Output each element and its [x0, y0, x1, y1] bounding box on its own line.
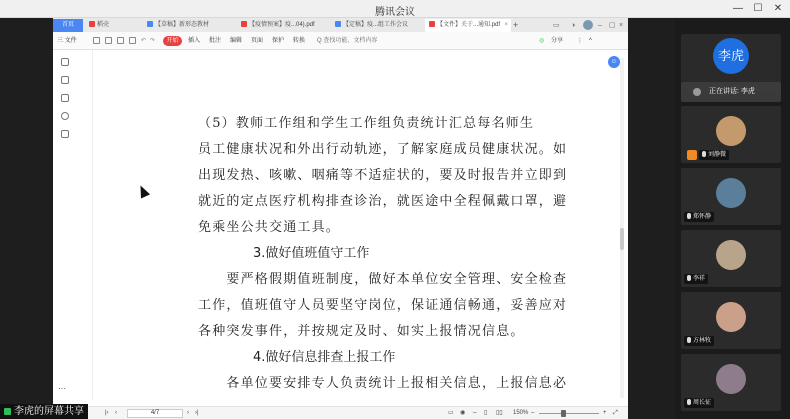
- minimize-icon[interactable]: —: [733, 3, 743, 14]
- avatar: [716, 364, 746, 394]
- zoom-out-icon[interactable]: –: [531, 410, 535, 416]
- export-icon[interactable]: [129, 37, 136, 44]
- participant-name-text: 李祥: [693, 276, 706, 282]
- save-icon[interactable]: [105, 37, 112, 44]
- doc-line: 免乘坐公共交通工具。: [198, 220, 341, 235]
- open-icon[interactable]: [93, 37, 100, 44]
- tab-notice-pdf[interactable]: [425, 19, 511, 32]
- participant-name-text: 方林牧: [693, 338, 712, 344]
- doc-line: 员工健康状况和外出行动轨迹，了解家庭成员健康状况。如: [198, 142, 568, 157]
- page-input[interactable]: 4/7: [127, 409, 183, 418]
- eye-icon[interactable]: ◉: [460, 410, 466, 416]
- collapse-icon[interactable]: ^: [589, 38, 592, 44]
- doc-line: 各种突发事件，并按规定及时、如实上报情况信息。: [198, 324, 525, 339]
- doc-line: 出现发热、咳嗽、咽痛等不适症状的，要及时报告并立即到: [198, 168, 568, 183]
- file-menu[interactable]: 三 文件: [57, 38, 77, 44]
- zoom-slider[interactable]: [539, 413, 599, 414]
- section-heading: 4.做好信息排查上报工作: [253, 350, 396, 365]
- pdf-icon: [89, 21, 95, 27]
- section-heading: 3.做好值班值守工作: [253, 246, 370, 261]
- mic-icon: [687, 213, 691, 219]
- tab-annotate[interactable]: 批注: [209, 38, 222, 44]
- redo-icon[interactable]: ↷: [150, 38, 156, 44]
- doc-line: 要严格假期值班制度，做好本单位安全管理、安全检查: [198, 272, 568, 287]
- share-icon: [4, 408, 11, 415]
- avatar: [716, 302, 746, 332]
- document-page: [198, 111, 568, 397]
- doc-icon: [147, 21, 153, 27]
- participant-name-text: 刘静微: [708, 152, 727, 158]
- comment-icon[interactable]: [61, 94, 69, 102]
- avatar: [716, 116, 746, 146]
- doc-line: 各单位要安排专人负责统计上报相关信息，上报信息必: [198, 376, 568, 391]
- participant-name: [684, 398, 714, 408]
- speaking-text: 正在讲话: 李虎: [709, 88, 755, 95]
- avatar: 李虎: [713, 38, 749, 74]
- zoom-level[interactable]: 150%: [513, 410, 529, 416]
- more-icon[interactable]: ⋯: [58, 384, 66, 393]
- zoom-slider-knob[interactable]: [561, 410, 566, 417]
- window-title: 腾讯会议: [375, 7, 415, 18]
- screen-share-label: [0, 404, 88, 419]
- tab-insert[interactable]: 插入: [188, 38, 201, 44]
- fit-width-icon[interactable]: ⇔: [472, 410, 478, 416]
- close-tab-icon[interactable]: ×: [504, 22, 508, 28]
- search-input[interactable]: Q 查找功能、文档内容: [317, 38, 378, 44]
- tab-epidemic-plan[interactable]: [237, 19, 329, 32]
- tab-label: 【定稿】疫...组工作会议: [343, 22, 409, 28]
- undo-icon[interactable]: ↶: [141, 38, 147, 44]
- tab-final-draft[interactable]: [331, 19, 423, 32]
- participant-name-text: 周长征: [693, 400, 712, 406]
- mic-icon: [687, 275, 691, 281]
- tab-draft-textbook[interactable]: [143, 19, 235, 32]
- doc-icon: [335, 21, 341, 27]
- close-icon[interactable]: ✕: [773, 3, 783, 14]
- share-button[interactable]: 分享: [551, 38, 564, 44]
- speaking-indicator: [681, 82, 781, 102]
- tab-start[interactable]: 开始: [163, 36, 182, 46]
- print-icon[interactable]: [117, 37, 124, 44]
- tab-protect[interactable]: 保护: [272, 38, 285, 44]
- view-mode-icon[interactable]: ▭: [448, 410, 454, 416]
- doc-line: （5）教师工作组和学生工作组负责统计汇总每名师生: [198, 116, 535, 131]
- avatar: [716, 240, 746, 270]
- tab-label: 稻壳: [97, 22, 110, 28]
- avatar[interactable]: [583, 20, 593, 30]
- cloud-sync-icon[interactable]: ◎: [539, 38, 545, 44]
- close-icon[interactable]: ×: [619, 22, 624, 29]
- skin-icon[interactable]: ◑: [571, 22, 576, 29]
- bookmark-icon[interactable]: [61, 58, 69, 66]
- last-page-icon[interactable]: ›|: [195, 410, 199, 416]
- participant-tile[interactable]: [681, 354, 781, 411]
- doc-toolbar: [53, 32, 628, 50]
- browser-tabbar: [53, 18, 628, 32]
- hand-icon: [687, 150, 697, 160]
- next-page-icon[interactable]: ›: [187, 410, 189, 416]
- pdf-icon: [241, 21, 247, 27]
- participant-tile[interactable]: [681, 292, 781, 349]
- tab-convert[interactable]: 转换: [293, 38, 306, 44]
- participant-name: [699, 150, 729, 160]
- thumbnail-icon[interactable]: [61, 76, 69, 84]
- scroll-thumb[interactable]: [620, 228, 624, 250]
- tab-daoke[interactable]: [85, 19, 141, 32]
- prev-page-icon[interactable]: ‹: [115, 410, 117, 416]
- participant-tile[interactable]: [681, 230, 781, 287]
- single-page-icon[interactable]: ▯: [484, 410, 488, 416]
- mic-icon: [702, 151, 706, 157]
- tab-label: 【草稿】新形态教材: [155, 22, 210, 28]
- participant-tile[interactable]: [681, 168, 781, 225]
- window-titlebar: [0, 0, 790, 18]
- speaker-icon: [693, 88, 701, 96]
- mic-icon: [687, 399, 691, 405]
- participant-name: [684, 336, 714, 346]
- pdf-icon: [429, 21, 435, 27]
- left-toolrail: [53, 50, 93, 400]
- first-page-icon[interactable]: |‹: [105, 410, 109, 416]
- doc-line: 工作，值班值守人员要坚守岗位，保证通信畅通，妥善应对: [198, 298, 568, 313]
- signature-icon[interactable]: [61, 130, 69, 138]
- attachment-icon[interactable]: [61, 112, 69, 120]
- fullscreen-icon[interactable]: ⤢: [613, 410, 618, 416]
- window-switch-icon[interactable]: ▭: [553, 22, 560, 29]
- participant-name: [684, 274, 708, 284]
- zoom-in-icon[interactable]: +: [603, 410, 607, 416]
- participant-tile[interactable]: [681, 106, 781, 163]
- participant-name-text: 郑怀静: [693, 214, 712, 220]
- tab-edit[interactable]: 编辑: [230, 38, 243, 44]
- tab-label: 【文件】关于...通知.pdf: [437, 22, 501, 28]
- assistant-icon[interactable]: ☺: [608, 56, 620, 68]
- screen-share-text: 李虎的屏幕共享: [14, 406, 84, 417]
- maximize-icon[interactable]: ▢: [609, 22, 616, 29]
- tab-page[interactable]: 页面: [251, 38, 264, 44]
- tab-label: 【疫情预案】疫...04).pdf: [249, 22, 315, 28]
- vertical-scrollbar[interactable]: [620, 58, 624, 398]
- participant-name: [684, 212, 714, 222]
- mic-icon: [687, 337, 691, 343]
- status-bar: [53, 406, 628, 419]
- minimize-icon[interactable]: –: [598, 22, 602, 29]
- tab-home[interactable]: 首页: [53, 19, 83, 32]
- participant-panel: [675, 18, 790, 419]
- maximize-icon[interactable]: ☐: [753, 3, 763, 14]
- new-tab-icon[interactable]: +: [513, 20, 519, 30]
- dual-page-icon[interactable]: ▯▯: [496, 410, 503, 416]
- doc-line: 就近的定点医疗机构排查诊治，就医途中全程佩戴口罩，避: [198, 194, 568, 209]
- avatar: [716, 178, 746, 208]
- more-icon[interactable]: ⋮: [577, 38, 583, 44]
- shared-screen: [53, 18, 628, 419]
